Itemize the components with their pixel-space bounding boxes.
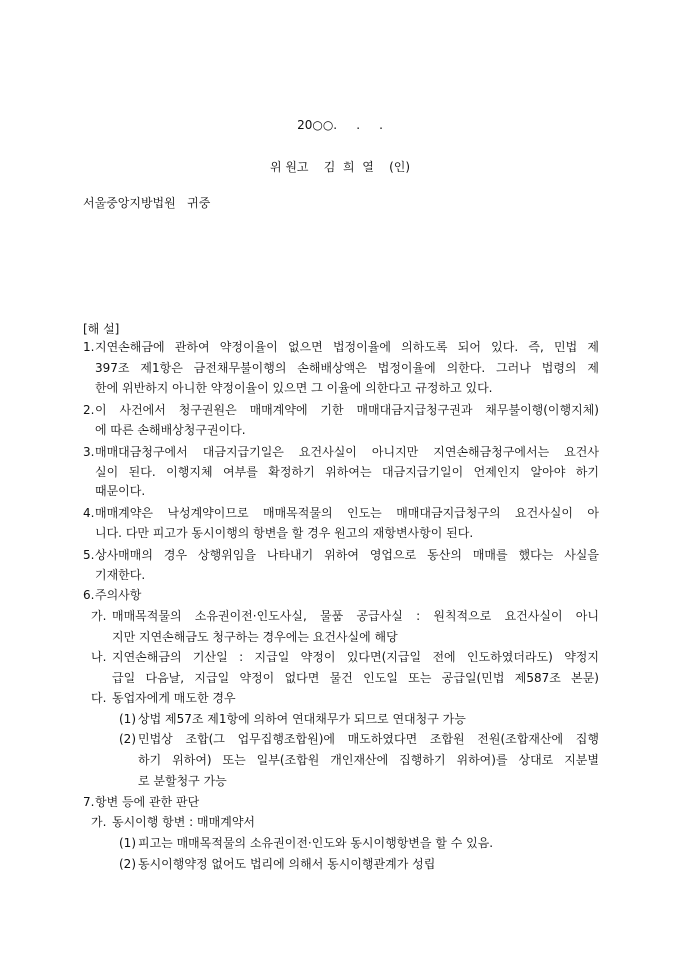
item-6-number: 6. [83,588,95,602]
item-6-na-line-2: 급일 다음날, 지급일 약정이 없다면 물건 인도일 또는 공급일(민법 제587조 본문) [112,671,599,685]
item-5-line-1: 상사매매의 경우 상행위임을 나타내기 위하여 영업으로 동산의 매매를 했다는 사실을 [95,548,599,562]
item-6-da-title: 동업자에게 매도한 경우 [112,691,236,705]
item-7-ga-sub1-label: (1) [119,836,136,850]
item-3-line-1: 매매대금청구에서 대금지급기일은 요건사실이 아니지만 지연손해금청구에서는 요건사 [95,445,599,459]
item-6-da-sub2-line-2: 하기 위하여) 또는 일부(조합원 개인재산에 집행하기 위하여)를 상대로 지분별 [138,753,599,767]
item-6-da-label: 다. [91,691,107,705]
item-5-number: 5. [83,548,95,562]
item-7-ga-title: 동시이행 항변 : 매매계약서 [112,815,255,829]
item-4-line-1: 매매계약은 낙성계약이므로 매매목적물의 인도는 매매대금지급청구의 요건사실이 아 [95,506,599,520]
item-6-ga-line-1: 매매목적물의 소유권이전·인도사실, 물품 공급사실 : 원칙적으로 요건사실이 아니 [112,609,599,623]
item-7-ga-sub2-label: (2) [119,857,136,871]
item-6-na-label: 나. [91,650,107,664]
item-6-title: 주의사항 [95,588,142,602]
item-6-ga-label: 가. [91,609,107,623]
item-2-line-1: 이 사건에서 청구권원은 매매계약에 기한 매매대금지급청구권과 채무불이행(이행지체) [95,403,599,417]
item-1-line-2: 397조 제1항은 금전채무불이행의 손해배상액은 법정이율에 의한다. 그러나 법령의 제 [95,361,599,375]
item-3-line-2: 실이 된다. 이행지체 여부를 확정하기 위하여는 대금지급기일이 언제인지 알아야 하기 [95,465,599,479]
court-addressee: 서울중앙지방법원 귀중 [83,196,211,210]
item-7-ga-sub1-line-1: 피고는 매매목적물의 소유권이전·인도와 동시이행항변을 할 수 있음. [138,836,494,850]
item-6-da-sub1-label: (1) [119,712,136,726]
item-1-number: 1. [83,340,95,354]
item-7-number: 7. [83,795,95,809]
signer-line: 위 원고 김 희 열 (인) [269,160,411,174]
item-6-da-sub1-line-1: 상법 제57조 제1항에 의하여 연대채무가 되므로 연대청구 가능 [138,712,466,726]
item-3-line-3: 때문이다. [95,484,146,498]
item-1-line-3: 한에 위반하지 아니한 약정이율이 있으면 그 이율에 의한다고 규정하고 있다. [95,381,493,395]
item-6-da-sub2-line-1: 민법상 조합(그 업무집행조합원)에 매도하였다면 조합원 전원(조합재산에 집행 [138,732,599,746]
item-4-line-2: 니다. 다만 피고가 동시이행의 항변을 할 경우 원고의 재항변사항이 된다. [95,526,474,540]
notes-heading: [해 설] [83,322,120,336]
item-7-title: 항변 등에 관한 판단 [95,795,200,809]
item-6-da-sub2-label: (2) [119,732,136,746]
item-5-line-2: 기재한다. [95,568,146,582]
item-2-line-2: 에 따른 손해배상청구권이다. [95,423,246,437]
item-6-na-line-1: 지연손해금의 기산일 : 지급일 약정이 있다면(지급일 전에 인도하였더라도) 약정지 [112,650,599,664]
date-line: 20○○. . . [297,118,383,132]
item-7-ga-label: 가. [91,815,107,829]
item-6-da-sub2-line-3: 로 분할청구 가능 [138,774,227,788]
item-2-number: 2. [83,403,95,417]
item-4-number: 4. [83,506,95,520]
item-6-ga-line-2: 지만 지연손해금도 청구하는 경우에는 요건사실에 해당 [112,630,398,644]
item-3-number: 3. [83,445,95,459]
item-7-ga-sub2-line-1: 동시이행약정 없어도 법리에 의해서 동시이행관계가 성립 [138,857,436,871]
item-1-line-1: 지연손해금에 관하여 약정이율이 없으면 법정이율에 의하도록 되어 있다. 즉, 민법 제 [95,340,599,354]
